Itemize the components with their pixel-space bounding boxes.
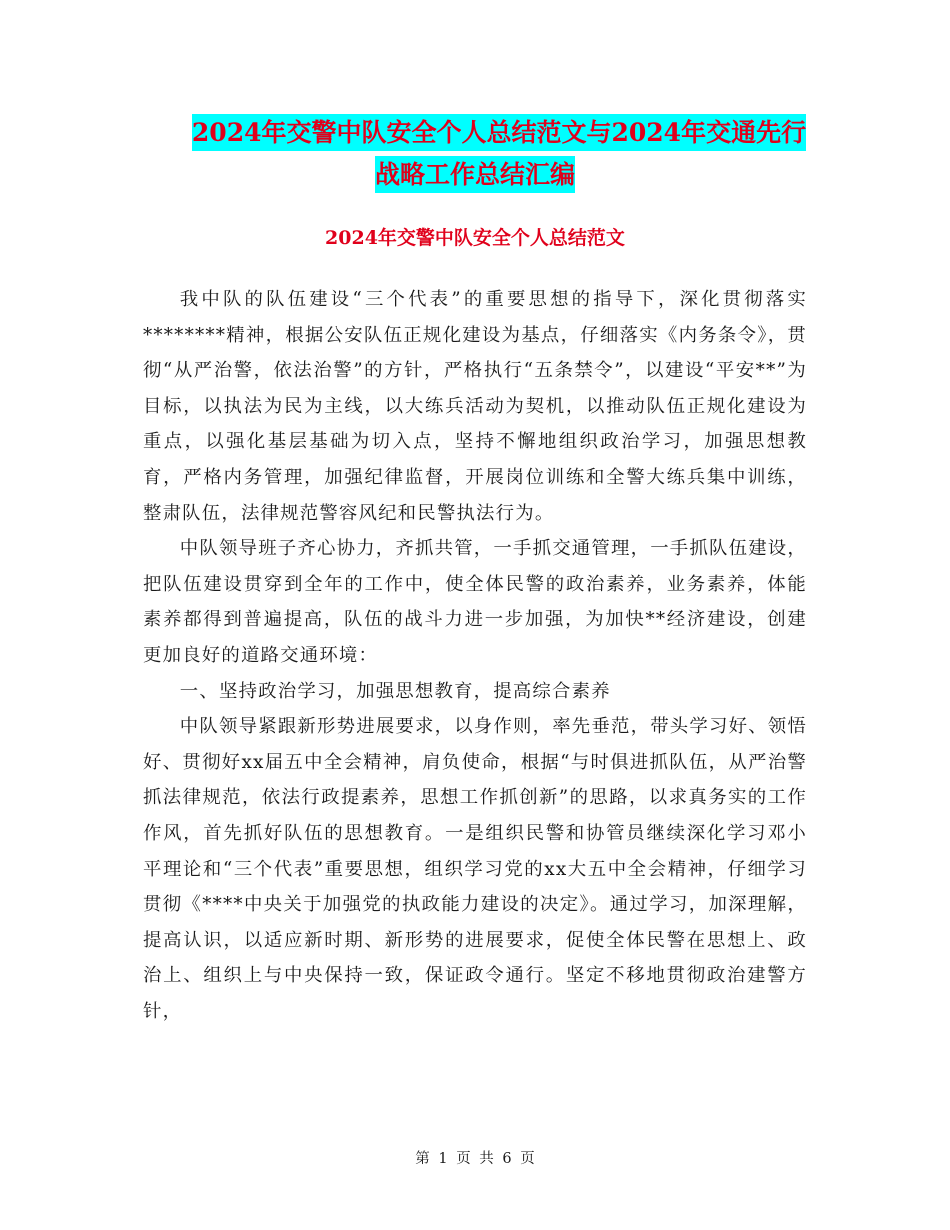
document-title-line-2 [0, 150, 950, 200]
title-highlight: 战略工作总结汇编 [375, 156, 575, 193]
section-heading: 一、坚持政治学习，加强思想教育，提高综合素养 [179, 680, 611, 702]
title-highlight: 2024年交警中队安全个人总结范文与2024年交通先行 [192, 114, 806, 151]
paragraph: 中队领导紧跟新形势进展要求，以身作则，率先垂范，带头学习好、领悟好、贯彻好xx届五中全会精神，肩负使命，根据“与时俱进抓队伍，从严治警抓法律规范，依法行政提素养，思想工作抓创新”的思路，以求真务实的工作作风，首先抓好队伍的思想教育。一是组织民警和协管员继续深化学习邓小平理论和“三个代表”重要思想，组织学习党的xx大五中全会精神，仔细学习贯彻《****中央关于加强党的执政能力建设的决定》。通过学习，加深理解，提高认识，以适应新时期、新形势的进展要求，促使全体民警在思想上、政治上、组织上与中央保持一致，保证政令通行。坚定不移地贯彻政治建警方针， [143, 716, 807, 1022]
section-title: 2024年交警中队安全个人总结范文 [325, 227, 625, 249]
paragraph: 我中队的队伍建设“三个代表”的重要思想的指导下，深化贯彻落实********精神，根据公安队伍正规化建设为基点，仔细落实《内务条令》，贯彻“从严治警，依法治警”的方针，严格执行“五条禁令”，以建设“平安**”为目标，以执法为民为主线，以大练兵活动为契机，以推动队伍正规化建设为重点，以强化基层基础为切入点，坚持不懈地组织政治学习，加强思想教育，严格内务管理，加强纪律监督，开展岗位训练和全警大练兵集中训练，整肃队伍，法律规范警容风纪和民警执法行为。 [143, 289, 807, 524]
paragraph: 中队领导班子齐心协力，齐抓共管，一手抓交通管理，一手抓队伍建设，把队伍建设贯穿到全年的工作中，使全体民警的政治素养，业务素养，体能素养都得到普遍提高，队伍的战斗力进一步加强，为加快**经济建设，创建更加良好的道路交通环境： [143, 538, 807, 666]
page-number-footer: 第 1 页 共 6 页 [415, 1151, 535, 1167]
body-text [143, 282, 807, 1029]
